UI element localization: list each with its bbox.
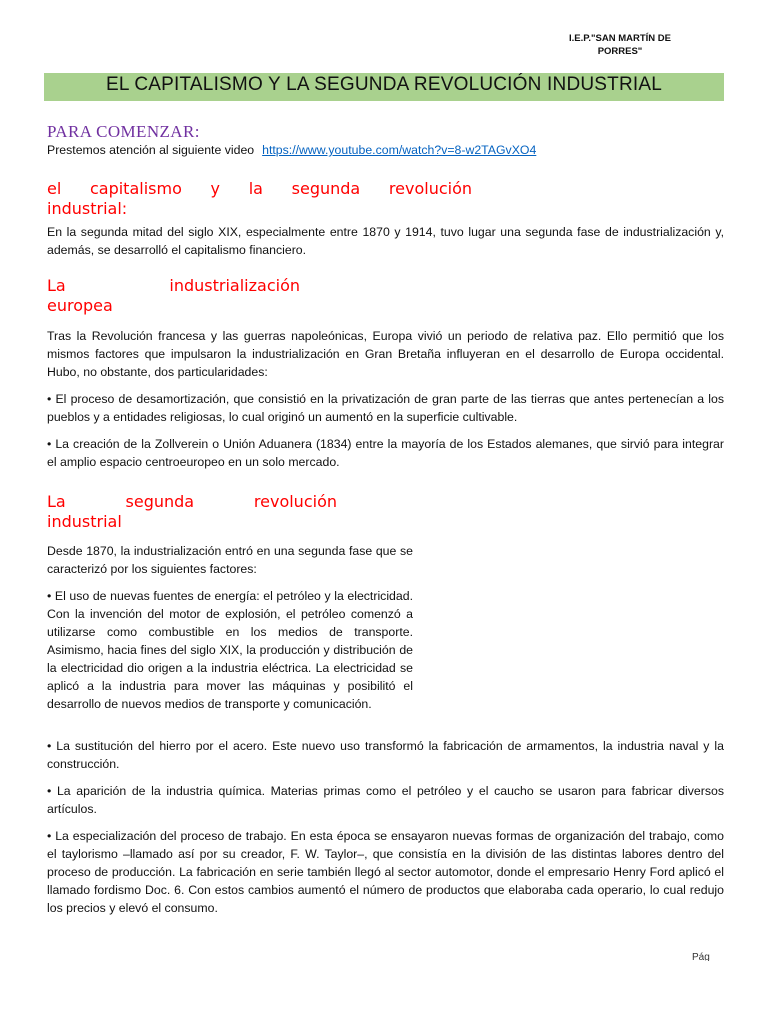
school-name-line2: PORRES" bbox=[597, 46, 643, 57]
section2-body bbox=[47, 327, 724, 480]
section3-paragraph: Desde 1870, la industrialización entró en una segunda fase que se caracterizó por los siguientes factores: bbox=[47, 544, 413, 576]
intro-line bbox=[47, 143, 724, 157]
section1-heading-line1: el capitalismo y la segunda revolución bbox=[47, 179, 472, 198]
section3-body bbox=[47, 737, 724, 926]
section2-heading bbox=[47, 276, 300, 316]
section2-paragraph: Tras la Revolución francesa y las guerras napoleónicas, Europa vivió un periodo de relativa paz. Ello permitió que los mismos factores que impulsaron la industrialización en Gran Bretaña influyeran en el desarrollo de Europa occidental. Hubo, no obstante, dos particularidades: bbox=[47, 329, 724, 379]
video-link[interactable]: https://www.youtube.com/watch?v=8-w2TAGvXO4 bbox=[262, 143, 537, 157]
section3-bullet-energia: • El uso de nuevas fuentes de energía: el petróleo y la electricidad. Con la invención del motor de explosión, el petróleo comenzó a utilizarse como combustible en los medios de transporte. Asimismo, hacia fines del siglo XIX, la producción y distribución de la electricidad dio origen a la industria eléctrica. La electricidad se aplicó a la industria para mover las máquinas y posibilitó el desarrollo de nuevos medios de transporte y comunicación. bbox=[47, 589, 413, 711]
section3-heading-line1: La segunda revolución bbox=[47, 492, 337, 511]
section3-bullet-quimica: • La aparición de la industria química. Materias primas como el petróleo y el caucho se usaron para fabricar diversos artículos. bbox=[47, 784, 724, 816]
section1-heading bbox=[47, 179, 472, 219]
section3-bullet-acero: • La sustitución del hierro por el acero. Este nuevo uso transformó la fabricación de armamentos, la industria naval y la construcción. bbox=[47, 739, 724, 771]
document-title: EL CAPITALISMO Y LA SEGUNDA REVOLUCIÓN INDUSTRIAL bbox=[44, 73, 724, 101]
section1-body bbox=[47, 223, 724, 268]
section2-bullet-zollverein: • La creación de la Zollverein o Unión Aduanera (1834) entre la mayoría de los Estados alemanes, que sirvió para integrar el amplio espacio centroeuropeo en un solo mercado. bbox=[47, 437, 724, 469]
school-name bbox=[540, 32, 700, 58]
section1-paragraph: En la segunda mitad del siglo XIX, especialmente entre 1870 y 1914, tuvo lugar una segunda fase de industrialización y, además, se desarrolló el capitalismo financiero. bbox=[47, 225, 724, 257]
section3-bullet-especializacion: • La especialización del proceso de trabajo. En esta época se ensayaron nuevas formas de organización del trabajo, como el taylorismo –llamado así por su creador, F. W. Taylor–, que consistía en la división de las distintas labores dentro del proceso de producción. La fabricación en serie también llegó al sector automotor, donde el empresario Henry Ford aplicó el llamado fordismo Doc. 6. Con estos cambios aumentó el número de productos que elaboraba cada operario, lo cual redujo los precios y elevó el consumo. bbox=[47, 829, 724, 915]
intro-heading: PARA COMENZAR: bbox=[47, 122, 200, 141]
section1-heading-line2: industrial: bbox=[47, 199, 128, 218]
section3-heading-line2: industrial bbox=[47, 512, 122, 531]
page-label: Pág bbox=[692, 952, 710, 961]
section2-bullet-desamortizacion: • El proceso de desamortización, que consistió en la privatización de gran parte de las tierras que antes pertenecían a los pueblos y a entidades religiosas, lo cual originó un aumentó en la superficie cultivable. bbox=[47, 392, 724, 424]
intro-text: Prestemos atención al siguiente video bbox=[47, 143, 255, 157]
section3-heading bbox=[47, 492, 337, 532]
section2-heading-line1: La industrialización bbox=[47, 276, 300, 295]
section3-body-narrow bbox=[47, 542, 413, 722]
school-name-line1: I.E.P."SAN MARTÍN DE bbox=[569, 33, 671, 44]
section2-heading-line2: europea bbox=[47, 296, 113, 315]
